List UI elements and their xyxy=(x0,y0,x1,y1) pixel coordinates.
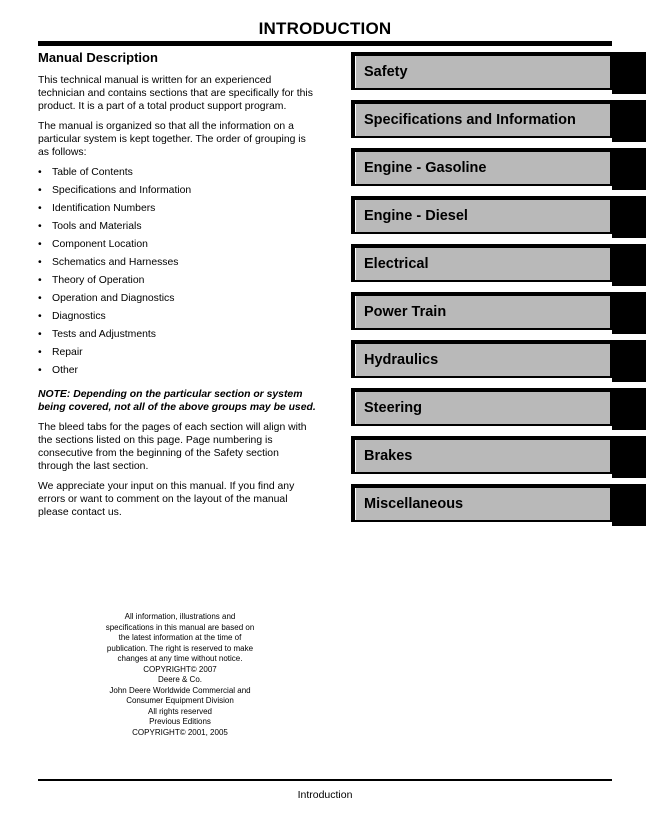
bullet-icon: • xyxy=(38,167,42,178)
section-tab-engine-gasoline[interactable] xyxy=(351,148,646,190)
list-item-label: Other xyxy=(52,365,78,376)
tab-label-box xyxy=(355,488,610,520)
bleed-tab xyxy=(612,148,646,190)
manual-description xyxy=(38,50,316,526)
tab-label-box xyxy=(355,104,610,136)
tab-label: Safety xyxy=(364,64,408,80)
list-item-label: Repair xyxy=(52,347,83,358)
title-rule xyxy=(38,41,612,46)
bleed-tab xyxy=(612,52,646,94)
copyright-disclaimer: All information, illustrations and specifications in this manual are based on the latest information at the time of publication. The right is reserved to make changes at any time without notice. xyxy=(105,612,255,663)
list-item xyxy=(38,292,316,310)
tab-label-box xyxy=(355,296,610,328)
bleed-tab xyxy=(612,244,646,286)
copyright-previous-years: COPYRIGHT© 2001, 2005 xyxy=(132,727,228,737)
bleed-tab xyxy=(612,484,646,526)
bullet-icon: • xyxy=(38,293,42,304)
tab-label: Brakes xyxy=(364,448,413,464)
feedback-paragraph: We appreciate your input on this manual. If you find any errors or want to comment on the layout of the manual please contact us. xyxy=(38,481,295,518)
bullet-icon: • xyxy=(38,275,42,286)
list-item xyxy=(38,220,316,238)
copyright-previous-label: Previous Editions xyxy=(149,717,211,726)
copyright-company: Deere & Co. xyxy=(157,675,203,684)
bullet-icon: • xyxy=(38,239,42,250)
bullet-icon: • xyxy=(38,221,42,232)
list-item xyxy=(38,256,316,274)
list-item-label: Operation and Diagnostics xyxy=(52,293,175,304)
list-item-label: Identification Numbers xyxy=(52,203,156,214)
list-item xyxy=(38,310,316,328)
section-tab-steering[interactable] xyxy=(351,388,646,430)
list-item xyxy=(38,274,316,292)
footer-label: Introduction xyxy=(297,789,353,801)
list-item-label: Schematics and Harnesses xyxy=(52,257,179,268)
section-tab-hydraulics[interactable] xyxy=(351,340,646,382)
section-tab-specifications[interactable] xyxy=(351,100,646,142)
list-item xyxy=(38,202,316,220)
tab-label: Electrical xyxy=(364,256,429,272)
intro-paragraph: This technical manual is written for an experienced technician and contains sections that are specifically for this product. It is a part of a total product support program. xyxy=(38,75,313,112)
bullet-icon: • xyxy=(38,257,42,268)
tab-label: Specifications and Information xyxy=(364,112,576,128)
tab-label-box xyxy=(355,248,610,280)
bleed-tab xyxy=(612,388,646,430)
group-list xyxy=(38,166,316,382)
organization-paragraph: The manual is organized so that all the information on a particular system is kept together. The order of grouping is as follows: xyxy=(38,121,306,158)
list-item xyxy=(38,328,316,346)
list-item-label: Theory of Operation xyxy=(52,275,145,286)
tab-label-box xyxy=(355,440,610,472)
bullet-icon: • xyxy=(38,365,42,376)
list-item-label: Tools and Materials xyxy=(52,221,142,232)
list-item xyxy=(38,346,316,364)
page-title: INTRODUCTION xyxy=(258,19,392,38)
tab-label-box xyxy=(355,152,610,184)
section-tab-miscellaneous[interactable] xyxy=(351,484,646,526)
list-item-label: Tests and Adjustments xyxy=(52,329,156,340)
copyright-year: COPYRIGHT© 2007 xyxy=(143,664,217,674)
tab-label: Steering xyxy=(364,400,423,416)
list-item xyxy=(38,166,316,184)
section-tabs xyxy=(351,52,646,532)
copyright-division: John Deere Worldwide Commercial and Consumer Equipment Division xyxy=(109,685,251,705)
tab-label-box xyxy=(355,392,610,424)
tab-label-box xyxy=(355,344,610,376)
list-item xyxy=(38,364,316,382)
bleed-tab xyxy=(612,292,646,334)
copyright-rights: All rights reserved xyxy=(147,706,213,716)
tab-label-box xyxy=(355,56,610,88)
section-tab-brakes[interactable] xyxy=(351,436,646,478)
section-tab-engine-diesel[interactable] xyxy=(351,196,646,238)
tab-label: Power Train xyxy=(364,304,447,320)
bleed-tab xyxy=(612,340,646,382)
bullet-icon: • xyxy=(38,185,42,196)
tab-label: Miscellaneous xyxy=(364,496,464,512)
bullet-icon: • xyxy=(38,329,42,340)
section-tab-electrical[interactable] xyxy=(351,244,646,286)
tab-label-box xyxy=(355,200,610,232)
bleed-tabs-paragraph: The bleed tabs for the pages of each section will align with the sections listed on this page. Page numbering is consecutive from the beginning of the Safety section through the last section. xyxy=(38,422,307,472)
tab-label: Engine - Diesel xyxy=(364,208,468,224)
bleed-tab xyxy=(612,196,646,238)
list-item-label: Table of Contents xyxy=(52,167,133,178)
list-item-label: Component Location xyxy=(52,239,148,250)
bullet-icon: • xyxy=(38,311,42,322)
section-tab-power-train[interactable] xyxy=(351,292,646,334)
list-item-label: Specifications and Information xyxy=(52,185,192,196)
bleed-tab xyxy=(612,436,646,478)
bullet-icon: • xyxy=(38,347,42,358)
section-heading: Manual Description xyxy=(38,50,158,65)
list-item xyxy=(38,238,316,256)
tab-label: Hydraulics xyxy=(364,352,439,368)
list-item-label: Diagnostics xyxy=(52,311,106,322)
tab-label: Engine - Gasoline xyxy=(364,160,487,176)
note-text: NOTE: Depending on the particular section or system being covered, not all of the above groups may be used. xyxy=(38,389,316,413)
copyright-block xyxy=(100,612,260,738)
bullet-icon: • xyxy=(38,203,42,214)
bleed-tab xyxy=(612,100,646,142)
list-item xyxy=(38,184,316,202)
footer-rule xyxy=(38,779,612,781)
section-tab-safety[interactable] xyxy=(351,52,646,94)
